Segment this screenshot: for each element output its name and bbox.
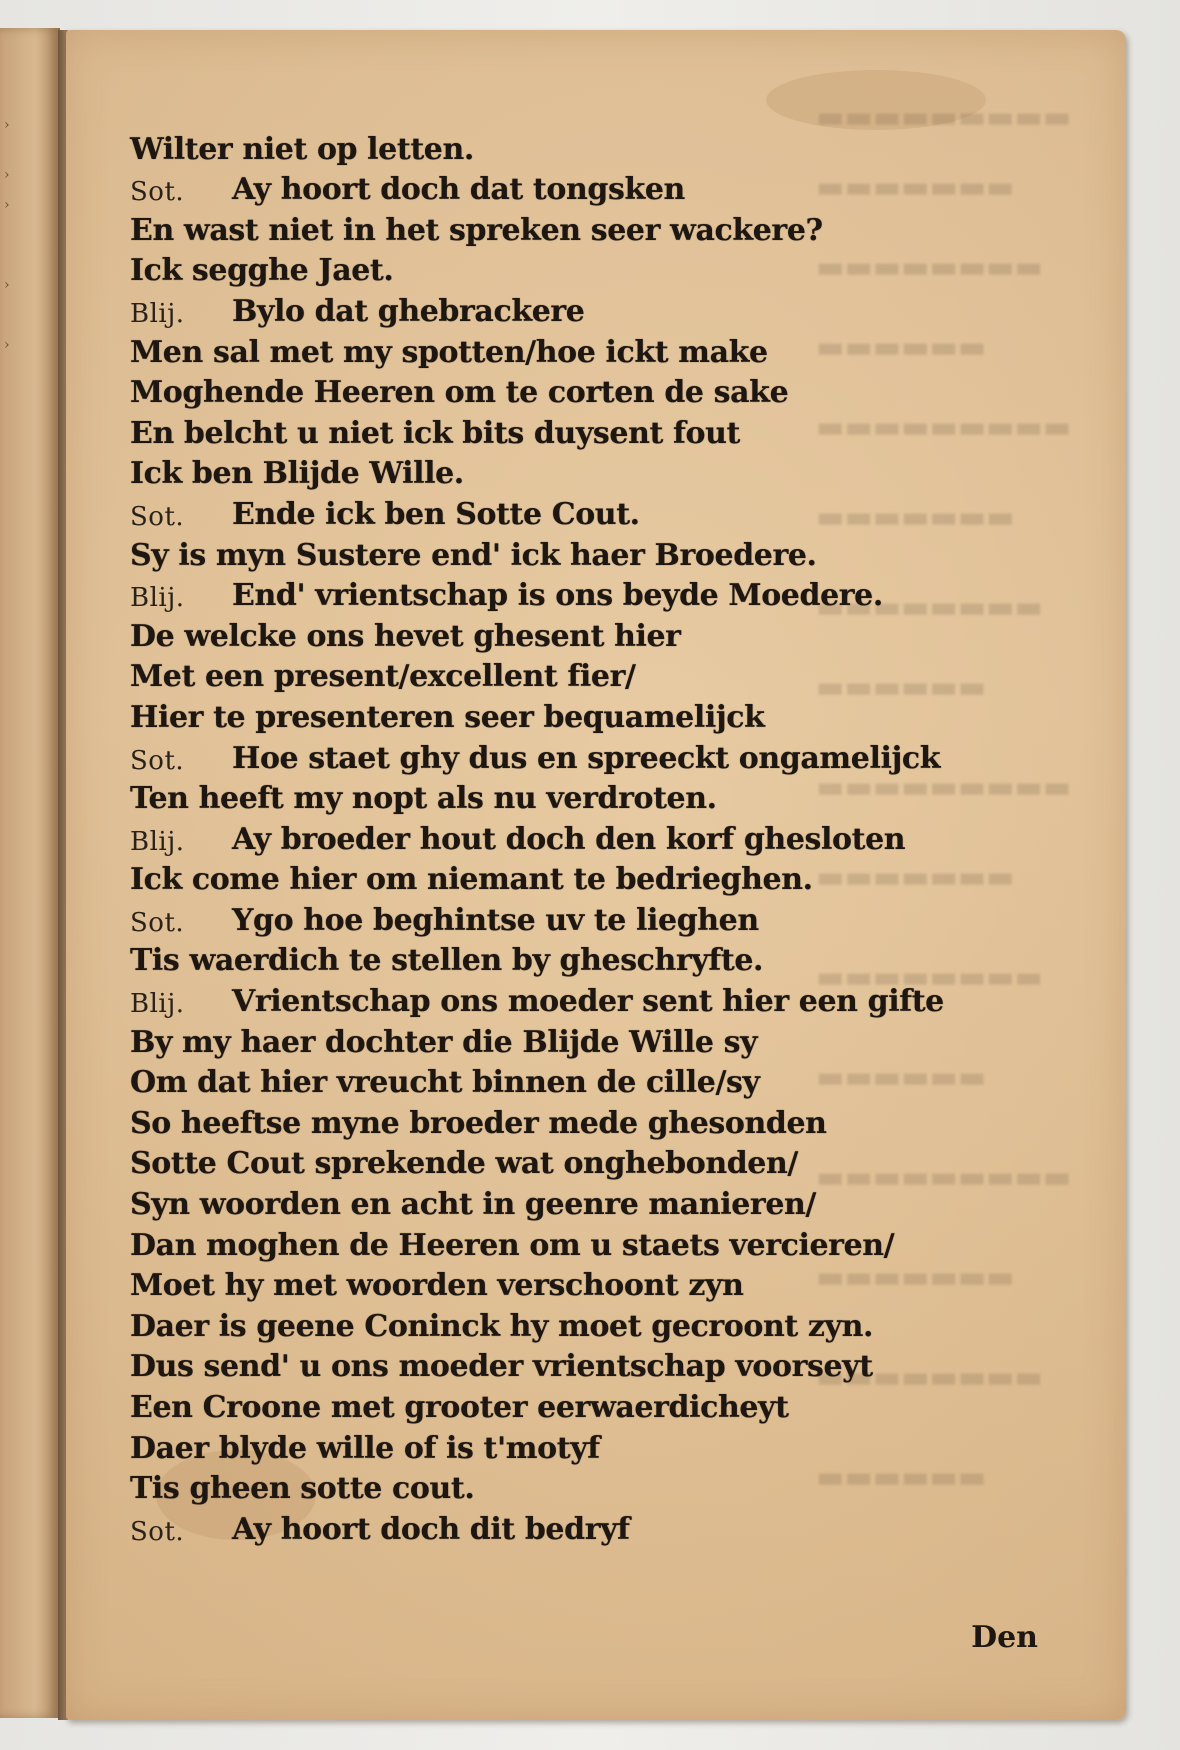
verse-text: En belcht u niet ick bits duysent fout — [130, 415, 740, 451]
speaker-label: Sot. — [130, 501, 185, 532]
verse-line — [130, 1019, 1030, 1060]
speaker-label: Sot. — [130, 745, 185, 776]
show-through-line: ▬▬▬▬▬▬▬ — [816, 500, 1015, 535]
catchword: Den — [971, 1620, 1038, 1655]
verse-text: Wilter niet op letten. — [130, 131, 474, 167]
verse-text: Ten heeft my nopt als nu verdroten. — [130, 781, 717, 817]
verse-text: Met een present/excellent fier/ — [130, 659, 636, 695]
verse-text: Ick segghe Jaet. — [130, 253, 394, 289]
left-page-edge — [0, 28, 60, 1718]
show-through-line: ▬▬▬▬▬▬▬ — [816, 1260, 1015, 1295]
book-page — [66, 30, 1126, 1720]
verse-line — [130, 573, 1030, 614]
verse-text: Tis waerdich te stellen by gheschryfte. — [130, 943, 764, 979]
verse-text: Ay broeder hout doch den korf ghesloten — [232, 821, 906, 857]
verse-line — [130, 978, 1030, 1019]
verse-line — [130, 1466, 1030, 1507]
verse-line — [130, 370, 1030, 411]
verse-line — [130, 329, 1030, 370]
verse-line — [130, 938, 1030, 979]
show-through-line: ▬▬▬▬▬▬ — [816, 670, 987, 705]
verse-line — [130, 1344, 1030, 1385]
verse-line — [130, 167, 1030, 208]
verse-line — [130, 694, 1030, 735]
verse-text: End' vrientschap is ons beyde Moedere. — [232, 578, 883, 614]
verse-line — [130, 1060, 1030, 1101]
paper-stain — [766, 70, 986, 130]
speaker-label: Sot. — [130, 907, 185, 938]
verse-text: Ay hoort doch dit bedryf — [232, 1511, 630, 1547]
verse-line — [130, 126, 1030, 167]
show-through-line: ▬▬▬▬▬▬ — [816, 1460, 987, 1495]
speaker-label: Blij. — [130, 826, 185, 857]
verse-text: Dus send' u ons moeder vrientschap voorseyt — [130, 1349, 873, 1385]
verse-text: Ick come hier om niemant te bedrieghen. — [130, 862, 813, 898]
verse-text: Ygo hoe beghintse uv te lieghen — [232, 902, 759, 938]
verse-text: Sy is myn Sustere end' ick haer Broedere. — [130, 537, 817, 573]
verse-line — [130, 613, 1030, 654]
verse-line — [130, 776, 1030, 817]
verse-line — [130, 1425, 1030, 1466]
verse-line — [130, 816, 1030, 857]
verse-line — [130, 897, 1030, 938]
edge-ink-mark: › — [4, 197, 10, 213]
show-through-line: ▬▬▬▬▬▬▬▬▬ — [816, 410, 1072, 445]
edge-ink-mark: › — [4, 117, 10, 133]
verse-line — [130, 1506, 1030, 1547]
verse-text: Ick ben Blijde Wille. — [130, 456, 464, 492]
edge-ink-mark: › — [4, 167, 10, 183]
verse-line — [130, 1222, 1030, 1263]
show-through-line: ▬▬▬▬▬▬▬ — [816, 170, 1015, 205]
show-through-line: ▬▬▬▬▬▬▬▬▬ — [816, 1160, 1072, 1195]
verse-text: Hoe staet ghy dus en spreeckt ongamelijck — [232, 740, 941, 776]
verse-text: Om dat hier vreucht binnen de cille/sy — [130, 1065, 760, 1101]
show-through-line: ▬▬▬▬▬▬▬▬ — [816, 1360, 1043, 1395]
verse-text: Moet hy met woorden verschoont zyn — [130, 1268, 744, 1304]
verse-text-block — [130, 126, 1030, 1547]
verse-text: Men sal met my spotten/hoe ickt make — [130, 334, 768, 370]
verse-text: So heeftse myne broeder mede ghesonden — [130, 1105, 827, 1141]
show-through-line: ▬▬▬▬▬▬▬▬ — [816, 250, 1043, 285]
verse-line — [130, 451, 1030, 492]
verse-line — [130, 1141, 1030, 1182]
verse-line — [130, 654, 1030, 695]
verse-text: En wast niet in het spreken seer wackere? — [130, 212, 823, 248]
verse-text: Ay hoort doch dat tongsken — [232, 172, 685, 208]
show-through-line: ▬▬▬▬▬▬▬▬▬ — [816, 770, 1072, 805]
verse-text: By my haer dochter die Blijde Wille sy — [130, 1024, 758, 1060]
verse-text: Syn woorden en acht in geenre manieren/ — [130, 1187, 816, 1223]
verse-line — [130, 410, 1030, 451]
speaker-label: Sot. — [130, 177, 185, 208]
show-through-line: ▬▬▬▬▬▬▬▬ — [816, 590, 1043, 625]
verse-text: Vrientschap ons moeder sent hier een gifte — [232, 984, 944, 1020]
verse-text: De welcke ons hevet ghesent hier — [130, 618, 681, 654]
verse-line — [130, 735, 1030, 776]
verse-line — [130, 857, 1030, 898]
verse-text: Een Croone met grooter eerwaerdicheyt — [130, 1390, 789, 1425]
show-through-line: ▬▬▬▬▬▬▬▬▬ — [816, 100, 1072, 135]
show-through-line: ▬▬▬▬▬▬ — [816, 1060, 987, 1095]
verse-line — [130, 532, 1030, 573]
verse-text: Dan moghen de Heeren om u staets vercieren/ — [130, 1227, 895, 1263]
show-through-line: ▬▬▬▬▬▬ — [816, 330, 987, 365]
verse-line — [130, 1263, 1030, 1304]
verse-text: Daer is geene Coninck hy moet gecroont zyn. — [130, 1308, 874, 1344]
speaker-label: Blij. — [130, 989, 185, 1020]
verse-line — [130, 1303, 1030, 1344]
edge-ink-mark: › — [4, 277, 10, 293]
verse-line — [130, 1181, 1030, 1222]
verse-line — [130, 1384, 1030, 1425]
verse-line — [130, 248, 1030, 289]
speaker-label: Blij. — [130, 583, 185, 614]
speaker-label: Sot. — [130, 1516, 185, 1547]
verse-line — [130, 288, 1030, 329]
verse-text: Daer blyde wille of is t'motyf — [130, 1430, 600, 1466]
speaker-label: Blij. — [130, 298, 185, 329]
verse-text: Moghende Heeren om te corten de sake — [130, 375, 789, 411]
verse-text: Sotte Cout sprekende wat onghebonden/ — [130, 1146, 798, 1182]
verse-line — [130, 207, 1030, 248]
verse-text: Ende ick ben Sotte Cout. — [232, 496, 640, 532]
verse-line — [130, 1100, 1030, 1141]
show-through-line: ▬▬▬▬▬▬▬▬ — [816, 960, 1043, 995]
edge-ink-mark: › — [4, 337, 10, 353]
verse-text: Tis gheen sotte cout. — [130, 1471, 475, 1507]
verse-text: Hier te presenteren seer bequamelijck — [130, 699, 765, 735]
show-through-line: ▬▬▬▬▬▬▬ — [816, 860, 1015, 895]
verse-line — [130, 491, 1030, 532]
verse-text: Bylo dat ghebrackere — [232, 293, 585, 329]
